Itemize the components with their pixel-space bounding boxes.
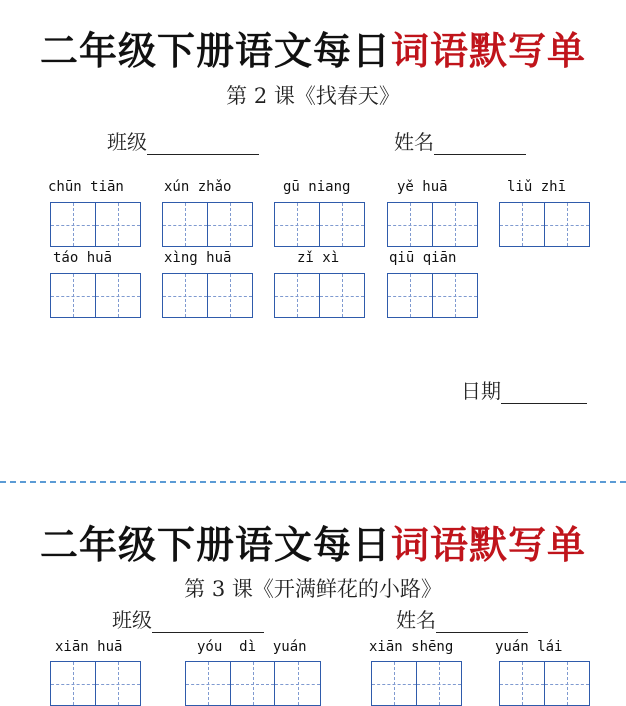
pinyin-label: chūn tiān [48, 179, 124, 195]
lesson-heading-1: 第 2 课《找春天》 [226, 84, 400, 108]
pinyin-label: xún zhǎo [164, 179, 232, 195]
writing-box[interactable] [162, 273, 253, 318]
writing-box[interactable] [185, 661, 321, 706]
pinyin-label: xiān huā [55, 639, 123, 655]
class-field-2[interactable] [112, 604, 264, 633]
pinyin-label: gū niang [283, 179, 351, 195]
date-field[interactable] [461, 375, 587, 404]
writing-box[interactable] [499, 202, 590, 247]
name-label: 姓名 [394, 130, 434, 154]
name-blank-line[interactable] [434, 154, 526, 155]
name-label: 姓名 [396, 608, 436, 632]
class-blank-line[interactable] [152, 632, 264, 633]
writing-box[interactable] [499, 661, 590, 706]
name-field-1[interactable] [394, 126, 526, 155]
pinyin-label: táo huā [53, 250, 113, 266]
pinyin-label: xìng huā [164, 250, 232, 266]
name-blank-line[interactable] [436, 632, 528, 633]
lesson-heading-2: 第 3 课《开满鲜花的小路》 [184, 577, 442, 601]
class-label: 班级 [112, 608, 152, 632]
worksheet-title-1 [0, 20, 626, 75]
class-blank-line[interactable] [147, 154, 259, 155]
pinyin-label: yuán lái [495, 639, 563, 655]
name-field-2[interactable] [396, 604, 528, 633]
writing-box[interactable] [50, 661, 141, 706]
writing-box[interactable] [274, 273, 365, 318]
writing-box[interactable] [387, 202, 478, 247]
pinyin-label: yóu dì yuán [197, 639, 307, 655]
class-label: 班级 [107, 130, 147, 154]
pinyin-label: yě huā [397, 179, 448, 195]
writing-box[interactable] [274, 202, 365, 247]
title-black-part: 二年级下册语文每日 [39, 522, 391, 567]
date-label: 日期 [461, 379, 501, 403]
date-blank-line[interactable] [501, 403, 587, 404]
writing-box[interactable] [162, 202, 253, 247]
cut-divider [0, 481, 626, 483]
title-black-part: 二年级下册语文每日 [39, 28, 391, 73]
writing-box[interactable] [50, 202, 141, 247]
title-red-part: 词语默写单 [391, 28, 587, 73]
pinyin-label: liǔ zhī [507, 179, 567, 195]
pinyin-label: qiū qiān [389, 250, 457, 266]
worksheet-title-2 [0, 514, 626, 569]
writing-box[interactable] [50, 273, 141, 318]
title-red-part: 词语默写单 [391, 522, 587, 567]
class-field-1[interactable] [107, 126, 259, 155]
pinyin-label: zǐ xì [297, 250, 340, 266]
writing-box[interactable] [387, 273, 478, 318]
writing-box[interactable] [371, 661, 462, 706]
pinyin-label: xiān shēng [369, 639, 454, 655]
